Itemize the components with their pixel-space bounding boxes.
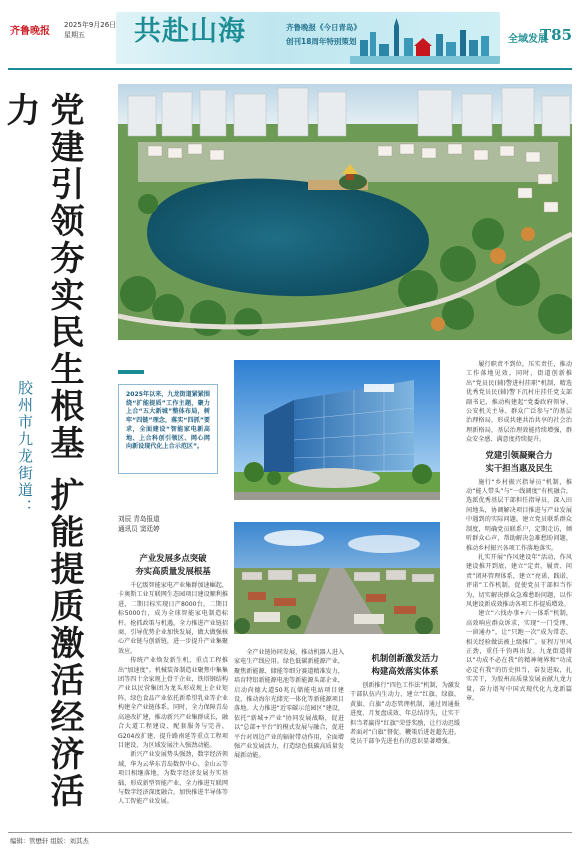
article-subhead: 胶州市九龙街道： <box>16 380 34 516</box>
photo-glass-building <box>234 360 440 500</box>
paragraph: 创新推行“四色工作法”机制，为激发干部队伍内生动力，建立“红旗、绿旗、黄旗、白旗”动态管理机制，通过周通报进度、月复盘成效、年总结得失，让实干担当者赢得“红旗”荣誉奖励，让行动迟缓者面对“白旗”督促，鞭策后进赶超先进。党员干部争先进也有的意识显著增强。 <box>350 682 460 746</box>
glass-building-image <box>234 360 440 500</box>
section-heading-industry <box>118 552 228 578</box>
section-heading-mechanism-line2: 构建高效落实体系 <box>371 666 439 676</box>
page-footer <box>10 836 89 845</box>
section-heading-mechanism-line1: 机制创新激发活力 <box>371 653 439 663</box>
main-photo-aerial-park <box>118 84 572 340</box>
masthead-divider <box>8 68 572 70</box>
section-heading-party-line1: 党建引领凝聚合力 <box>485 449 553 460</box>
paragraph: 建立“六找办事+六一体系”机制，高效响应群众诉求，实现“一门受理、一窗通办”，让“只跑一次”成为常态，相关经验做法被上级推广。征程万里风正劲，重任千钧再出发。九龙街道将以“功成不必在我”的精神境界和“功成必定有我”的历史担当，奋发进取，扎实苦干，为胶州高质量发展贡献九龙力量，奋力谱写中国式现代化九龙新篇章。 <box>466 610 572 702</box>
article-headline: 党建引领夯实民生根基 扩能提质激活经济活力 <box>0 92 84 810</box>
text-column-3 <box>350 648 460 826</box>
text-column-1 <box>118 548 228 826</box>
aerial-town-image <box>234 522 440 634</box>
byline-reporter: 刘辰 青岛报道 <box>118 515 160 523</box>
section-heading-mechanism <box>350 652 460 678</box>
section-name: 全域发展 <box>508 34 548 45</box>
paragraph: 履行职责不到位，压实责任，推动工作落地见效。同时，街道创新推出“党员民(辅)警进村挂职”机制，精选优秀党员民(辅)警下沉村庄挂任党支部副书记，推动构建起“党委政府领导、公安机关主导、群众广泛参与”的基层治理格局，形成共建共治共享的社会治理新格局，基层治理效能持续增强，群众安全感、满意度持续提升。 <box>466 361 572 444</box>
paragraph: 传统产业焕发新生机，重点工程推出“加速度”。机械装备制造业聚焦中集集团等四十余家规上骨干企业，铁塔钢结构产业以民营集团为龙头形成规上企业矩阵，绿色食品产业依托新希望乳业等企业构建全产业链体系。同时，全力保障青岛高速改扩建，推动新兴产业集群成长，融合大道工程建设、配套服务与完善，G204改扩建、提升路南延等重点工程项目建设，为区域发展注入强劲动能。 <box>118 657 228 749</box>
newspaper-logo: 齐鲁晚报 <box>10 26 50 37</box>
text-column-2 <box>234 648 344 826</box>
summary-text: 2025年以来，九龙街道紧紧围绕“扩能提质”工作主题，聚力上合“五大新城”整体布局，树牢“四链”理念，落实“四抓”要求，全面建设“智能家电新高地、上合科创引领区、网心网向新设现代化上合示范区”。 <box>126 391 210 451</box>
section-heading-industry-line1: 产业发展多点突破 <box>139 553 207 563</box>
paragraph: 全产业链协同发展，推动机器人进入家电生产线应用。绿色低碳新能源产业，聚焦新能源、储能等细分赛道精准发力，培育特铝新能源电池等新能源头部企业，启动尚德大道50兆瓦储能电站项目建设，推动海尔光储充一体化等新能源项目落地。大力推进“近零碳示范园区”建设，依托“新城+产业”协同发展战略，促进以“总部+平台”的模式发展与融合，促进平台对周边产业的辐射带动作用，全面增强产业发展活力，打造绿色低碳高质量发展新动能。 <box>234 649 344 760</box>
section-heading-party <box>466 449 572 475</box>
text-column-4 <box>466 360 572 826</box>
paragraph: 千亿级智能家电产业集群加速崛起，卡奥斯工业互联网生态园项目建设顺利推进，二期目标实现日产8000台，二期目标5000台，成为全球智能家电制造标杆。抢抓政策与机遇，全力推进产业链招商，引导优势企业加快发展，做大做强核心产业链与创新链，进一步提升产业集聚效应。 <box>118 582 228 655</box>
masthead <box>0 0 580 74</box>
byline-correspondent: 通讯员 窦廷婷 <box>118 525 160 533</box>
editor-credit: 编辑：管懋轩 <box>10 837 49 845</box>
banner-subtitle-1: 齐鲁晚报《今日青岛》 <box>286 23 361 32</box>
special-banner <box>116 12 500 64</box>
section-heading-party-line2: 实干担当惠及民生 <box>485 462 553 473</box>
date-text: 2025年9月26日 <box>64 21 117 29</box>
issue-date <box>64 20 116 40</box>
page-number: T85 <box>540 26 573 44</box>
footer-divider <box>8 832 572 833</box>
banner-subtitle-2: 创刊18周年特别策划 <box>286 37 357 46</box>
banner-title: 共赴山海 <box>134 16 246 47</box>
weekday-text: 星期五 <box>64 31 85 39</box>
photo-aerial-town <box>234 522 440 634</box>
city-skyline-icon <box>350 12 500 64</box>
paragraph: 施行“乡村振兴指导员”机制，推动“能人带头”与“一线调度”有机融合，选派优秀基层干部担任指导员，深入田间地头，协调解决项目推进与产业发展中遇到的实际问题。建立党员联系群众制度，明确党员联系户，定期走访，倾听群众心声，帮助解决急难愁盼问题，推动乡村振兴各项工作落地落实。 <box>466 478 572 552</box>
paragraph: 新兴产业发展势头强劲，数字经济领域，华为云华东青岛数智中心、金山云等项目相继落地，为数字经济发展夯实基础，形成新型智能产业，全力推进互联网与数字经济深度融合，加快推进半导体等人工智能产业发展。 <box>118 751 228 806</box>
layout-credit: 组版：刘其杰 <box>50 837 89 845</box>
byline <box>118 514 228 534</box>
summary-box <box>118 384 218 474</box>
aerial-park-image <box>118 84 572 340</box>
section-heading-industry-line2: 夯实高质量发展根基 <box>135 566 211 576</box>
paragraph: 扎实开展“作风建设年”活动，作风建设推开到底，建立“定责、履责、问责”闭环管理体系，建立“亮诺、践诺、评诺”工作机制，促使党员干部担当作为，切实解决群众急难愁盼问题，以作风建设新成效推动各项工作提质增效。 <box>466 553 572 608</box>
summary-accent-bar <box>118 370 144 374</box>
